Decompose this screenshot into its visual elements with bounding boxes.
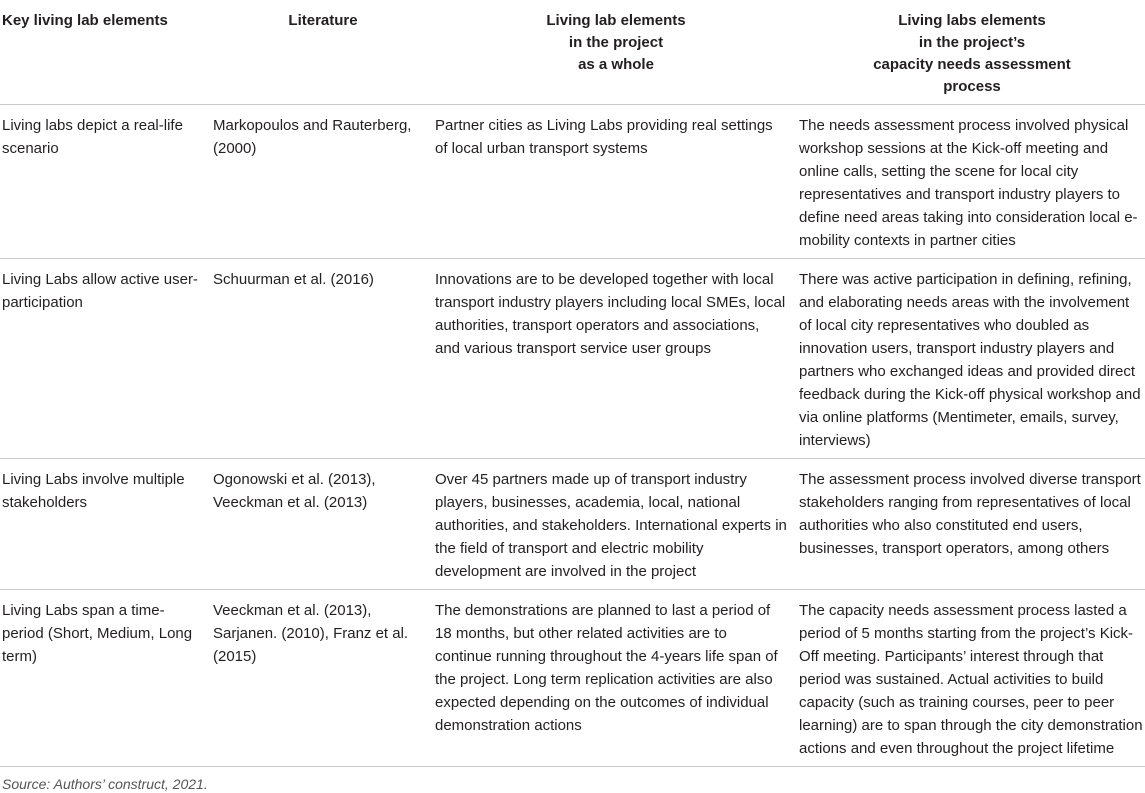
header-line: Living lab elements (546, 12, 686, 29)
table-row (0, 590, 1145, 767)
header-key-elements (0, 0, 213, 105)
header-line: as a whole (578, 56, 654, 73)
cell-element: Living labs depict a real-life scenario (0, 105, 213, 259)
cell-assessment: The capacity needs assessment process lasted a period of 5 months starting from the project’s Kick-Off meeting. Participants’ interest through that period was sustained. Actual activities to build capacity (such as training courses, peer to peer learning) are to span through the city demonstration actions and even throughout the project lifetime (799, 590, 1145, 767)
header-line: in the project’s (918, 34, 1026, 51)
cell-assessment: There was active participation in defining, refining, and elaborating needs areas with the involvement of local city representatives who doubled as innovation users, transport industry players and partners who exchanged ideas and provided direct feedback during the Kick-off physical workshop and via online platforms (Mentimeter, emails, survey, interviews) (799, 259, 1145, 459)
table-row (0, 259, 1145, 459)
cell-literature: Veeckman et al. (2013), Sarjanen. (2010), Franz et al. (2015) (213, 590, 433, 767)
header-line: Literature (288, 12, 358, 29)
cell-assessment: The needs assessment process involved physical workshop sessions at the Kick-off meeting and online calls, setting the scene for local city representatives and transport industry players to define need areas taking into consideration local e-mobility contexts in partner cities (799, 105, 1145, 259)
cell-assessment: The assessment process involved diverse transport stakeholders ranging from representatives of local authorities who also constituted end users, businesses, transport operators, among others (799, 459, 1145, 590)
table-row (0, 459, 1145, 590)
header-line: Key living lab elements (2, 12, 168, 29)
cell-project: Partner cities as Living Labs providing real settings of local urban transport systems (433, 105, 799, 259)
header-assessment-elements (799, 0, 1145, 105)
cell-element: Living Labs span a time-period (Short, Medium, Long term) (0, 590, 213, 767)
header-line: Living labs elements (898, 12, 1046, 29)
header-line: in the project (568, 34, 664, 51)
header-line: process (943, 78, 1001, 95)
header-line: capacity needs assessment (873, 56, 1071, 73)
cell-element: Living Labs involve multiple stakeholders (0, 459, 213, 590)
source-note: Source: Authors’ construct, 2021. (2, 776, 208, 792)
table-body (0, 105, 1145, 767)
header-project-elements (433, 0, 799, 105)
cell-literature: Schuurman et al. (2016) (213, 259, 433, 459)
cell-project: Over 45 partners made up of transport industry players, businesses, academia, local, national authorities, and stakeholders. International experts in the field of transport and electric mobility development are involved in the project (433, 459, 799, 590)
cell-literature: Ogonowski et al. (2013), Veeckman et al. (2013) (213, 459, 433, 590)
table-row (0, 105, 1145, 259)
header-row (0, 0, 1145, 105)
cell-project: The demonstrations are planned to last a period of 18 months, but other related activities are to continue running throughout the 4-years life span of the project. Long term replication activities are also expected depending on the outcomes of individual demonstration actions (433, 590, 799, 767)
cell-element: Living Labs allow active user-participation (0, 259, 213, 459)
cell-literature: Markopoulos and Rauterberg, (2000) (213, 105, 433, 259)
table-header (0, 0, 1145, 105)
header-literature (213, 0, 433, 105)
cell-project: Innovations are to be developed together with local transport industry players including local SMEs, local authorities, transport operators and associations, and various transport service user groups (433, 259, 799, 459)
